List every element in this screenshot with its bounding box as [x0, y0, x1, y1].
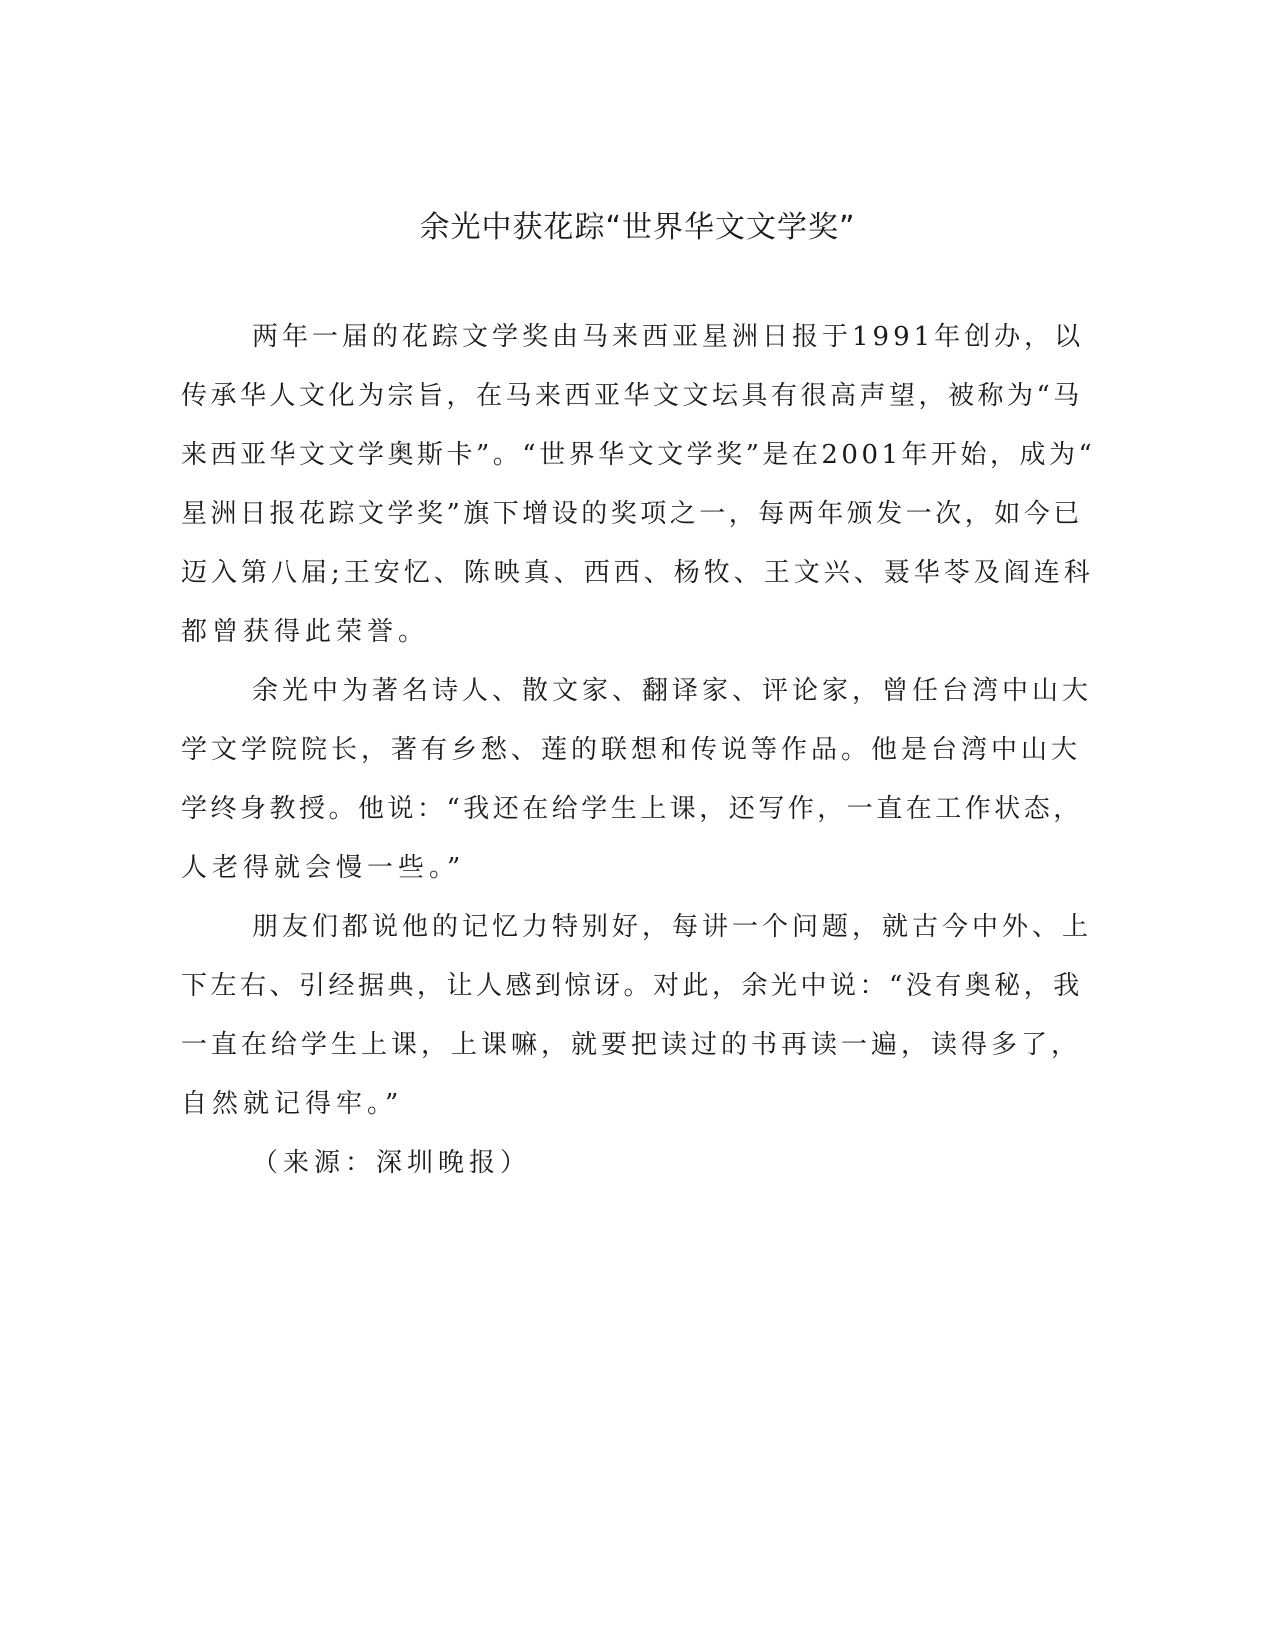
paragraph-3-line-1: 朋友们都说他的记忆力特别好，每讲一个问题，就古今中外、上 — [252, 912, 1093, 942]
paragraph-3-line-2: 下左右、引经据典，让人感到惊讶。对此，余光中说：“没有奥秘，我 — [181, 971, 1083, 1001]
paragraph-3-line-4: 自然就记得牢。” — [181, 1089, 404, 1119]
paragraph-3-line-3: 一直在给学生上课，上课嘛，就要把读过的书再读一遍，读得多了， — [181, 1030, 1082, 1060]
paragraph-2-line-3: 学终身教授。他说：“我还在给学生上课，还写作，一直在工作状态， — [181, 794, 1083, 824]
paragraph-1-line-4: 星洲日报花踪文学奖”旗下增设的奖项之一，每两年颁发一次，如今已 — [181, 499, 1083, 529]
source-attribution: （来源：深圳晚报） — [252, 1148, 532, 1178]
paragraph-1-line-5: 迈入第八届;王安忆、陈映真、西西、杨牧、王文兴、聂华苓及阎连科 — [181, 558, 1094, 588]
article-title: 余光中获花踪“世界华文文学奖” — [419, 210, 856, 245]
paragraph-1-line-2: 传承华人文化为宗旨，在马来西亚华文文坛具有很高声望，被称为“马 — [181, 381, 1083, 411]
paragraph-1-line-1: 两年一届的花踪文学奖由马来西亚星洲日报于1991年创办，以 — [252, 322, 1085, 352]
paragraph-1-line-3: 来西亚华文文学奥斯卡”。“世界华文文学奖”是在2001年开始，成为“ — [181, 440, 1096, 470]
paragraph-2-line-1: 余光中为著名诗人、散文家、翻译家、评论家，曾任台湾中山大 — [252, 676, 1093, 706]
paragraph-1-line-6: 都曾获得此荣誉。 — [181, 617, 430, 647]
paragraph-2-line-2: 学文学院院长，著有乡愁、莲的联想和传说等作品。他是台湾中山大 — [181, 735, 1082, 765]
paragraph-2-line-4: 人老得就会慢一些。” — [181, 853, 466, 883]
